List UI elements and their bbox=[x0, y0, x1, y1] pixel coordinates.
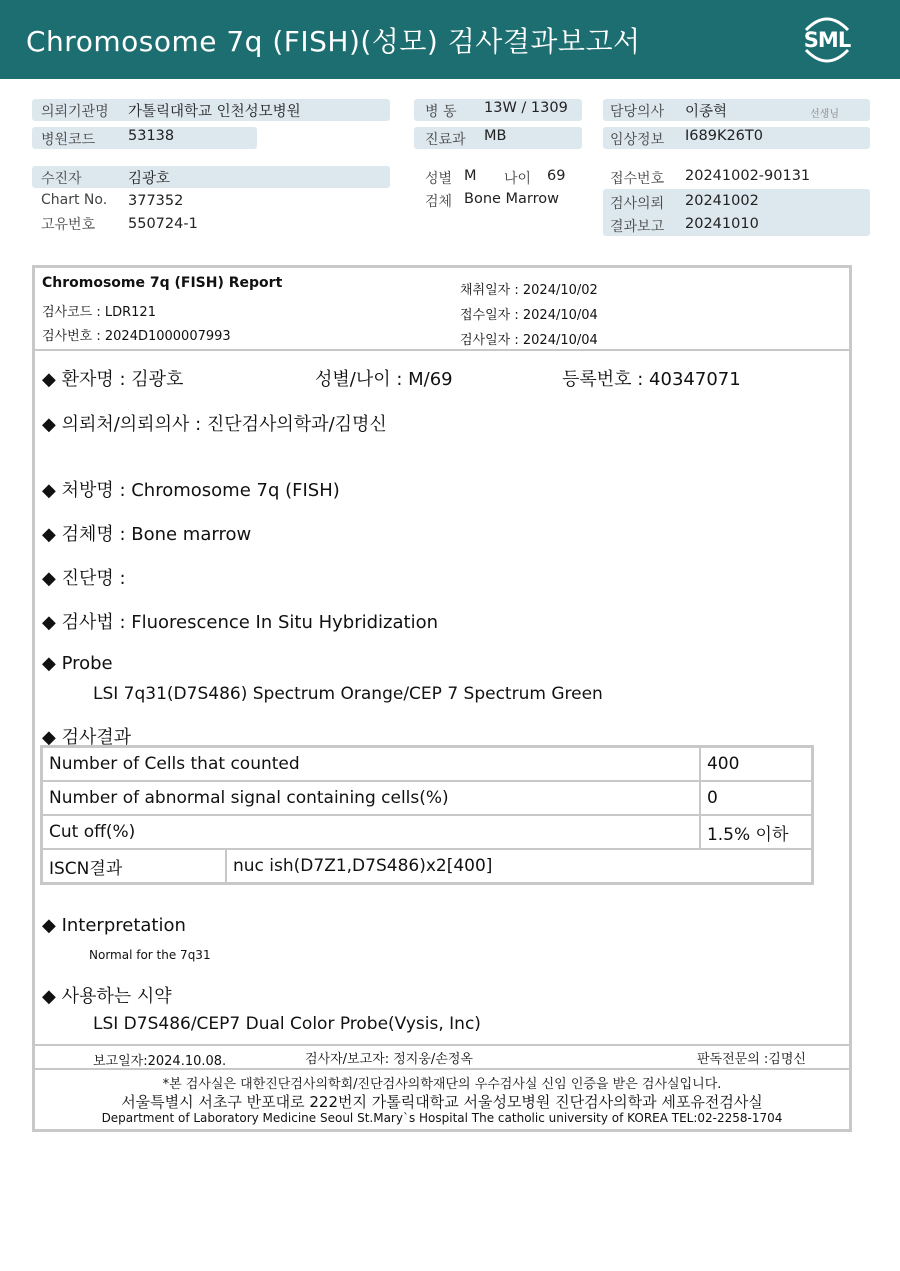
chart-value: 377352 bbox=[128, 193, 184, 209]
recv-no-label: 접수번호 bbox=[610, 171, 665, 187]
age-value: 69 bbox=[547, 168, 566, 184]
reg-no: 등록번호 : 40347071 bbox=[562, 369, 741, 390]
order-name: ◆ 처방명 : Chromosome 7q (FISH) bbox=[42, 480, 340, 501]
result-value: 0 bbox=[700, 781, 813, 815]
uid-label: 고유번호 bbox=[41, 217, 96, 233]
label-bar bbox=[32, 166, 390, 188]
report-header bbox=[35, 268, 849, 351]
logo-text: SML bbox=[803, 28, 851, 52]
req-inst-value: 가톨릭대학교 인천성모병원 bbox=[128, 104, 301, 120]
specimen-value: Bone Marrow bbox=[464, 191, 560, 207]
clinical-label: 임상정보 bbox=[610, 132, 665, 148]
result-value: 1.5% 이하 bbox=[700, 815, 813, 849]
req-date-value: 20241002 bbox=[685, 193, 759, 209]
sex-label: 성별 bbox=[425, 171, 453, 187]
requester: ◆ 의뢰처/의뢰의사 : 진단검사의학과/김명신 bbox=[42, 414, 387, 435]
result-heading: ◆ 검사결과 bbox=[42, 727, 132, 748]
divider bbox=[35, 1068, 849, 1070]
iscn-label: ISCN결과 bbox=[42, 849, 227, 884]
iscn-value: nuc ish(D7Z1,D7S486)x2[400] bbox=[226, 849, 813, 884]
recv-no-value: 20241002-90131 bbox=[685, 168, 811, 184]
result-label: Number of abnormal signal containing cells(%) bbox=[42, 781, 700, 815]
dept-en-text: Department of Laboratory Medicine Seoul St.Mary`s Hospital The catholic university of KOREA TEL:02-2258-1704 bbox=[101, 1111, 783, 1125]
uid-value: 550724-1 bbox=[128, 216, 198, 232]
probe-heading: ◆ Probe bbox=[42, 653, 113, 674]
ward-label: 병 동 bbox=[425, 104, 457, 120]
chart-label: Chart No. bbox=[41, 192, 108, 208]
dept-value: MB bbox=[484, 128, 507, 144]
sex-age: 성별/나이 : M/69 bbox=[315, 369, 453, 390]
report-date-value: 20241010 bbox=[685, 216, 759, 232]
clinical-value: I689K26T0 bbox=[685, 128, 763, 144]
test-date: 검사일자 : 2024/10/04 bbox=[460, 333, 598, 348]
table-row bbox=[42, 849, 813, 884]
divider bbox=[35, 1044, 849, 1046]
result-table bbox=[40, 745, 814, 885]
page-title: Chromosome 7q (FISH)(성모) 검사결과보고서 bbox=[26, 25, 641, 58]
patient-label: 수진자 bbox=[41, 171, 82, 187]
specimen-name: ◆ 검체명 : Bone marrow bbox=[42, 524, 252, 545]
report-date: 보고일자:2024.10.08. bbox=[93, 1054, 227, 1069]
result-label: Number of Cells that counted bbox=[42, 747, 700, 782]
hosp-code-label: 병원코드 bbox=[41, 132, 96, 148]
patient-name: ◆ 환자명 : 김광호 bbox=[42, 369, 184, 390]
result-label: Cut off(%) bbox=[42, 815, 700, 849]
collect-date: 채취일자 : 2024/10/02 bbox=[460, 283, 598, 298]
table-row bbox=[42, 815, 813, 849]
probe-value: LSI 7q31(D7S486) Spectrum Orange/CEP 7 Spectrum Green bbox=[93, 684, 603, 704]
sex-value: M bbox=[464, 168, 477, 184]
patient-value: 김광호 bbox=[128, 171, 171, 187]
diagnosis: ◆ 진단명 : bbox=[42, 568, 126, 589]
interp-heading: ◆ Interpretation bbox=[42, 915, 186, 936]
report-date-label: 결과보고 bbox=[610, 219, 665, 235]
cert-text: *본 검사실은 대한진단검사의학회/진단검사의학재단의 우수검사실 신임 인증을 받은 검사실입니다. bbox=[162, 1077, 722, 1092]
reagent-value: LSI D7S486/CEP7 Dual Color Probe(Vysis, Inc) bbox=[93, 1014, 481, 1034]
interp-value: Normal for the 7q31 bbox=[89, 948, 211, 962]
specialist: 판독전문의 :김명신 bbox=[697, 1052, 806, 1067]
header-bar bbox=[0, 0, 900, 79]
address-text: 서울특별시 서초구 반포대로 222번지 가톨릭대학교 서울성모병원 진단검사의학과 세포유전검사실 bbox=[121, 1093, 763, 1111]
hosp-code-value: 53138 bbox=[128, 128, 175, 144]
age-label: 나이 bbox=[504, 171, 532, 187]
req-inst-label: 의뢰기관명 bbox=[41, 104, 109, 120]
report-box bbox=[32, 265, 852, 1132]
report-title: Chromosome 7q (FISH) Report bbox=[42, 275, 283, 291]
ward-value: 13W / 1309 bbox=[484, 100, 568, 116]
sml-logo bbox=[798, 12, 856, 68]
specimen-label: 검체 bbox=[425, 194, 453, 210]
tester: 검사자/보고자: 정지웅/손정옥 bbox=[305, 1052, 473, 1067]
dept-label: 진료과 bbox=[425, 132, 466, 148]
table-row bbox=[42, 747, 813, 782]
test-code: 검사코드 : LDR121 bbox=[42, 305, 156, 320]
doctor-suffix: 선생님 bbox=[810, 109, 839, 120]
table-row bbox=[42, 781, 813, 815]
method: ◆ 검사법 : Fluorescence In Situ Hybridization bbox=[42, 612, 438, 633]
test-no: 검사번호 : 2024D1000007993 bbox=[42, 329, 231, 344]
doctor-label: 담당의사 bbox=[610, 104, 665, 120]
receive-date: 접수일자 : 2024/10/04 bbox=[460, 308, 598, 323]
req-date-label: 검사의뢰 bbox=[610, 196, 665, 212]
result-value: 400 bbox=[700, 747, 813, 782]
reagent-heading: ◆ 사용하는 시약 bbox=[42, 986, 172, 1007]
doctor-value: 이종혁 bbox=[685, 104, 728, 120]
